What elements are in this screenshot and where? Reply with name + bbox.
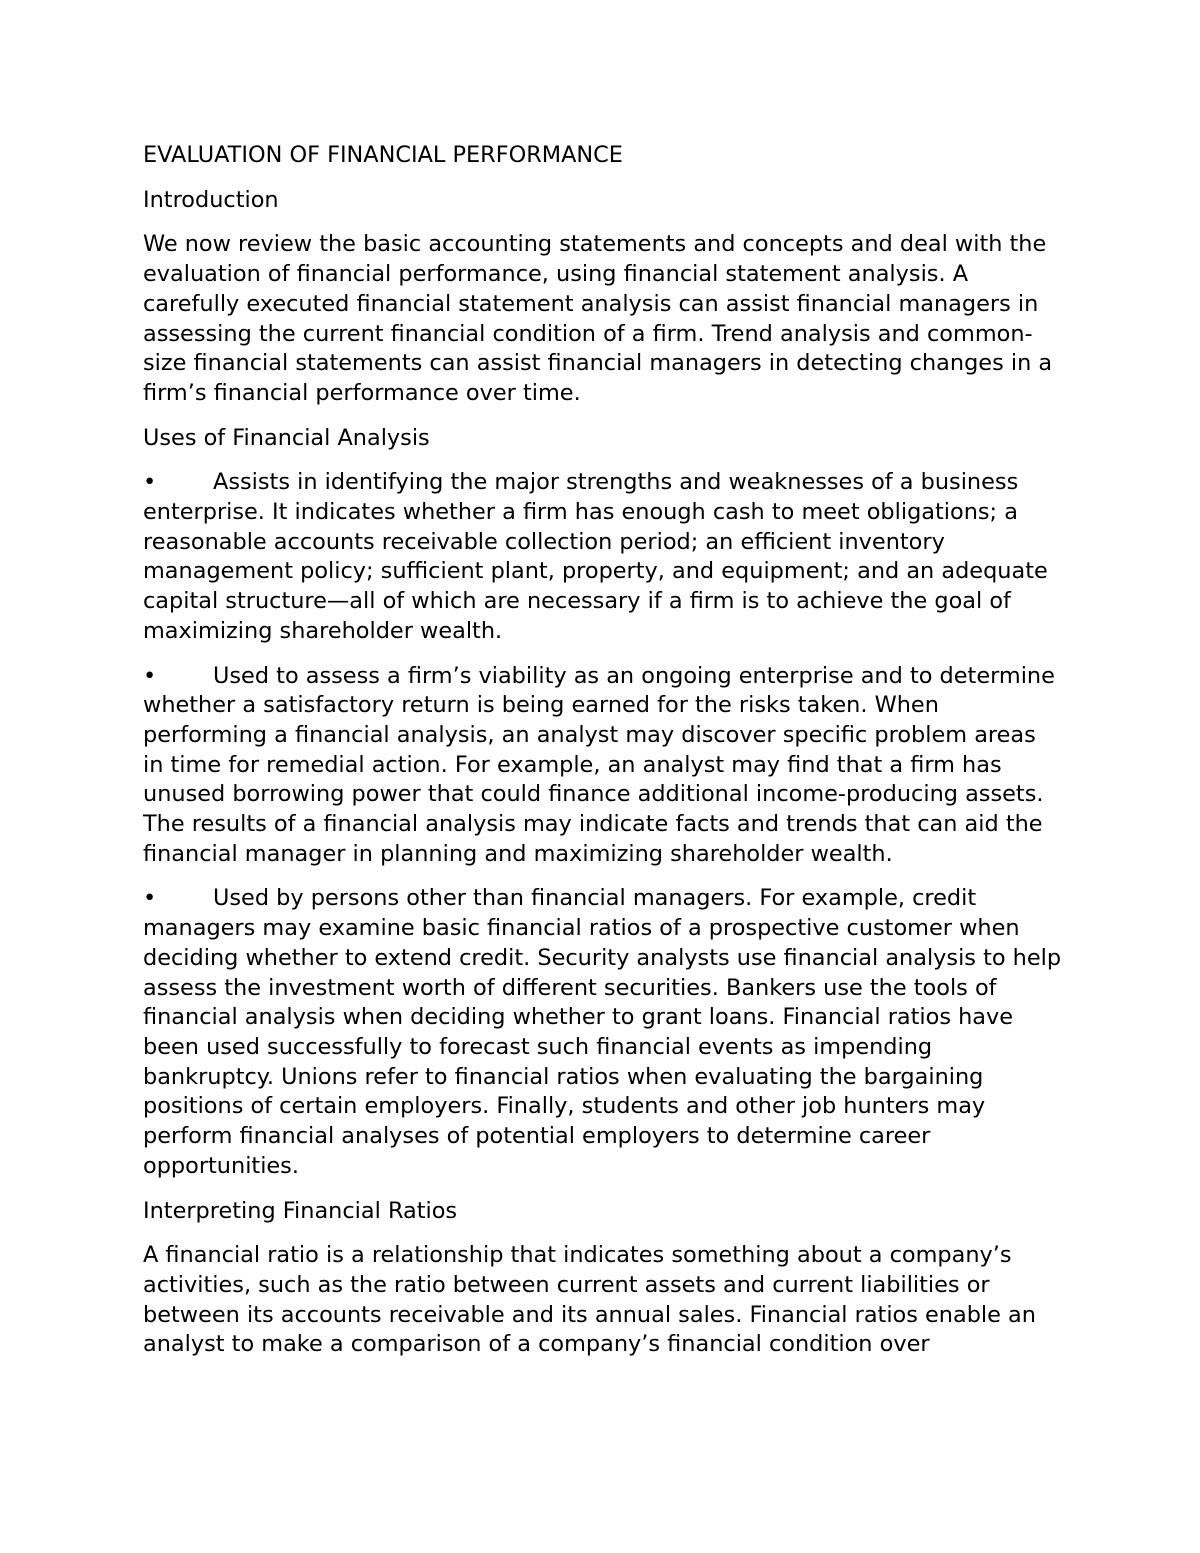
bullet-item [143, 468, 1063, 646]
bullet-item [143, 884, 1063, 1181]
bullet-icon: • [143, 469, 157, 496]
bullet-icon: • [143, 662, 157, 689]
bullet-icon: • [143, 885, 157, 912]
bullet-text: Used by persons other than financial managers. For example, credit managers may examine basic financial ratios of a prospective customer when deciding whether to extend credit. Security analysts use financial analysis to help assess the investment worth of different securities. Bankers use the tools of financial analysis when deciding whether to grant loans. Financial ratios have been used successfully to forecast such financial events as impending bankruptcy. Unions refer to financial ratios when evaluating the bargaining positions of certain employers. Finally, students and other job hunters may perform financial analyses of potential employers to determine career opportunities. [143, 885, 1062, 1179]
document-body [143, 141, 1063, 1375]
intro-paragraph: We now review the basic accounting statements and concepts and deal with the evaluation of financial performance, using financial statement analysis. A carefully executed financial statement analysis can assist financial managers in assessing the current financial condition of a firm. Trend analysis and common-size financial statements can assist financial managers in detecting changes in a firm’s financial performance over time. [143, 231, 1053, 406]
ratios-heading: Interpreting Financial Ratios [143, 1197, 458, 1224]
document-title: EVALUATION OF FINANCIAL PERFORMANCE [143, 142, 623, 168]
uses-heading: Uses of Financial Analysis [143, 424, 430, 451]
bullet-item [143, 662, 1063, 870]
bullet-text: Used to assess a firm’s viability as an ongoing enterprise and to determine whether a satisfactory return is being earned for the risks taken. When performing a financial analysis, an analyst may discover specific problem areas in time for remedial action. For example, an analyst may find that a firm has unused borrowing power that could finance additional income-producing assets. The results of a financial analysis may indicate facts and trends that can aid the financial manager in planning and maximizing shareholder wealth. [143, 662, 1055, 867]
ratios-paragraph: A financial ratio is a relationship that indicates something about a company’s activities, such as the ratio between current assets and current liabilities or between its accounts receivable and its annual sales. Financial ratios enable an analyst to make a comparison of a company’s financial condition over [143, 1242, 1036, 1358]
intro-heading: Introduction [143, 186, 279, 213]
bullet-text: Assists in identifying the major strengths and weaknesses of a business enterprise. It indicates whether a firm has enough cash to meet obligations; a reasonable accounts receivable collection period; an efficient inventory management policy; sufficient plant, property, and equipment; and an adequate capital structure—all of which are necessary if a firm is to achieve the goal of maximizing shareholder wealth. [143, 469, 1048, 644]
